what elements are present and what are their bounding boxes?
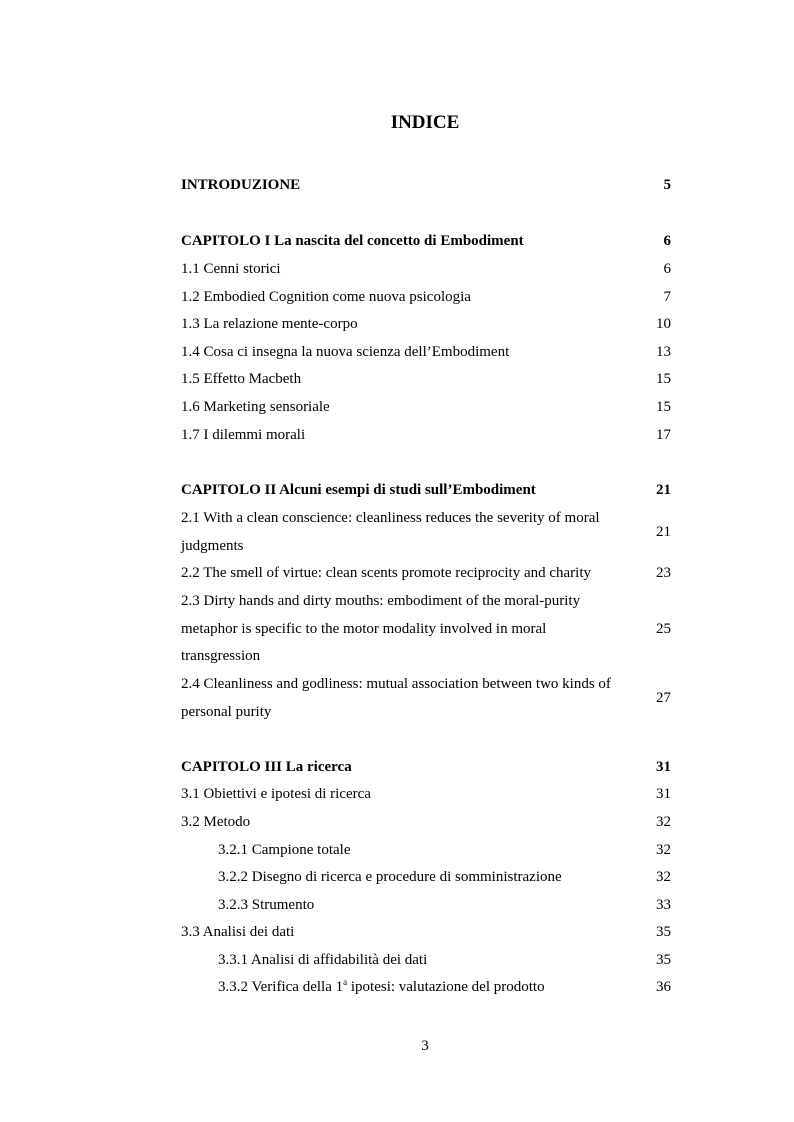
toc-entry-page: 6 bbox=[663, 233, 671, 249]
toc-entry bbox=[181, 311, 671, 339]
toc-entry bbox=[181, 671, 671, 726]
toc-entry-page: 10 bbox=[656, 316, 671, 332]
toc-entry-title: 2.1 With a clean conscience: cleanliness reduces the severity of moral judgments bbox=[181, 510, 600, 554]
toc-entry-title: INTRODUZIONE bbox=[181, 177, 301, 193]
toc-entry bbox=[181, 947, 671, 975]
toc-entry-title: 2.2 The smell of virtue: clean scents promote reciprocity and charity bbox=[181, 565, 592, 581]
toc-entry bbox=[181, 754, 671, 782]
toc-entry-title: 1.2 Embodied Cognition come nuova psicologia bbox=[181, 289, 471, 305]
toc-entry-title: 1.7 I dilemmi morali bbox=[181, 427, 306, 443]
toc-entry bbox=[181, 864, 671, 892]
toc-entry bbox=[181, 228, 671, 256]
toc-entry bbox=[181, 422, 671, 450]
toc-entry bbox=[181, 172, 671, 200]
toc-entry bbox=[181, 366, 671, 394]
page-title: INDICE bbox=[390, 112, 460, 133]
toc-entry bbox=[181, 339, 671, 367]
toc-entry-title: 3.3.1 Analisi di affidabilità dei dati bbox=[218, 952, 428, 968]
toc-entry-page: 5 bbox=[663, 177, 671, 193]
toc-entry-title: CAPITOLO I La nascita del concetto di Embodiment bbox=[181, 233, 524, 249]
toc-entry-page: 17 bbox=[656, 427, 671, 443]
toc-entry bbox=[181, 284, 671, 312]
toc-entry-title: 1.3 La relazione mente-corpo bbox=[181, 316, 358, 332]
toc-entry-page: 15 bbox=[656, 399, 671, 415]
page-number: 3 bbox=[421, 1038, 429, 1054]
toc-entry-title: 3.1 Obiettivi e ipotesi di ricerca bbox=[181, 786, 371, 802]
toc-entry-title-part: ipotesi: valutazione del prodotto bbox=[347, 979, 545, 995]
toc-entry-title: CAPITOLO II Alcuni esempi di studi sull’Embodiment bbox=[181, 482, 536, 498]
toc-entry-page: 25 bbox=[656, 620, 671, 637]
toc-entry-page: 13 bbox=[656, 344, 671, 360]
superscript: a bbox=[343, 977, 348, 987]
toc-entry-page: 31 bbox=[656, 786, 671, 802]
toc-entry bbox=[181, 588, 671, 671]
toc-entry-title: 1.5 Effetto Macbeth bbox=[181, 371, 302, 387]
toc-entry-title: 2.4 Cleanliness and godliness: mutual association between two kinds of personal purity bbox=[181, 676, 611, 720]
toc-entry-title: 1.6 Marketing sensoriale bbox=[181, 399, 330, 415]
toc-entry bbox=[181, 477, 671, 505]
toc-entry bbox=[181, 560, 671, 588]
toc-entry-title: 1.4 Cosa ci insegna la nuova scienza dell’Embodiment bbox=[181, 344, 510, 360]
toc-entry-title: 3.3 Analisi dei dati bbox=[181, 924, 295, 940]
toc-entry bbox=[181, 919, 671, 947]
toc-entry bbox=[181, 837, 671, 865]
toc-entry bbox=[181, 394, 671, 422]
toc-entry bbox=[181, 781, 671, 809]
toc-entry bbox=[181, 892, 671, 920]
toc-entry-title-part: 3.3.2 Verifica della 1 bbox=[218, 979, 344, 995]
toc-entry-title: 1.1 Cenni storici bbox=[181, 261, 281, 277]
toc-entry-title: 3.2.1 Campione totale bbox=[218, 842, 351, 858]
toc-entry-page: 36 bbox=[656, 979, 671, 995]
toc-entry bbox=[181, 974, 671, 1002]
toc-entry-title: 3.2.2 Disegno di ricerca e procedure di somministrazione bbox=[218, 869, 562, 885]
toc-entry-page: 33 bbox=[656, 897, 671, 913]
toc-entry bbox=[181, 256, 671, 284]
toc-entry-page: 32 bbox=[656, 869, 671, 885]
toc-entry-page: 32 bbox=[656, 842, 671, 858]
toc-entry-title bbox=[181, 974, 641, 1002]
toc-entry-page: 21 bbox=[656, 482, 671, 498]
toc-entry-title: 3.2 Metodo bbox=[181, 814, 251, 830]
toc-entry-title: 3.2.3 Strumento bbox=[218, 897, 315, 913]
toc-entry-page: 32 bbox=[656, 814, 671, 830]
toc-entry-page: 27 bbox=[656, 689, 671, 706]
toc-entry-page: 21 bbox=[656, 523, 671, 540]
toc-entry bbox=[181, 505, 671, 560]
toc-entry-page: 23 bbox=[656, 565, 671, 581]
toc-entry-title: 2.3 Dirty hands and dirty mouths: embodiment of the moral-purity metaphor is specific to the motor modality involved in moral transgression bbox=[181, 593, 581, 664]
toc-entry-title: CAPITOLO III La ricerca bbox=[181, 759, 352, 775]
toc-entry-page: 7 bbox=[663, 289, 671, 305]
toc-entry bbox=[181, 809, 671, 837]
toc-entry-page: 35 bbox=[656, 952, 671, 968]
toc-entry-page: 6 bbox=[663, 261, 671, 277]
toc-entry-page: 15 bbox=[656, 371, 671, 387]
toc-entry-page: 35 bbox=[656, 924, 671, 940]
toc-entry-page: 31 bbox=[656, 759, 671, 775]
